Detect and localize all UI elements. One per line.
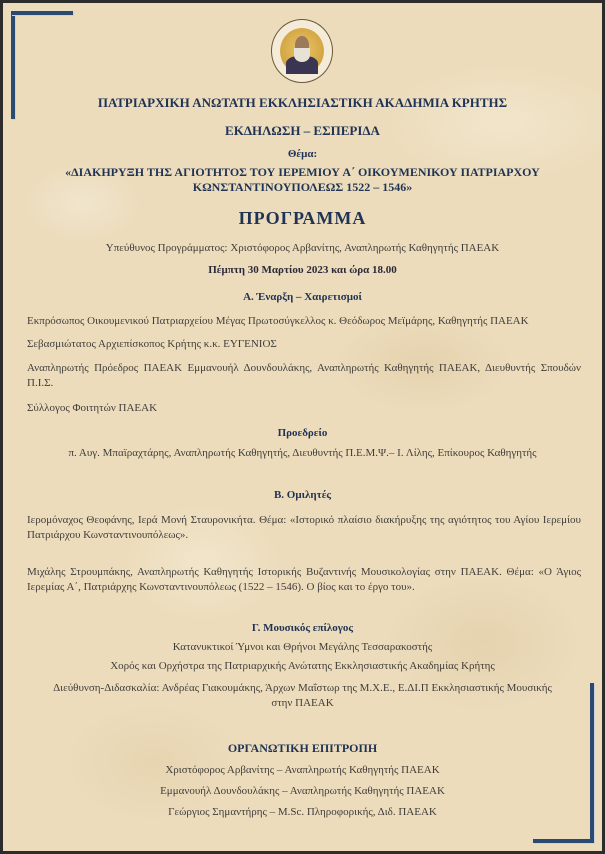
frame-corner-bottom bbox=[533, 839, 594, 843]
speaker-item: Ιερομόναχος Θεοφάνης, Ιερά Μονή Σταυρονικήτα. Θέμα: «Ιστορικό πλαίσιο διακήρυξης της αγιότητος του Αγίου Ιερεμίου Πατριάρχου Κωνσταντινουπόλεως». bbox=[27, 514, 581, 541]
theme-line-2: ΚΩΝΣΤΑΝΤΙΝΟΥΠΟΛΕΩΣ 1522 – 1546» bbox=[192, 180, 413, 194]
academy-seal-logo bbox=[271, 19, 333, 83]
theme-line-1: «ΔΙΑΚΗΡΥΞΗ ΤΗΣ ΑΓΙΟΤΗΤΟΣ ΤΟΥ ΙΕΡΕΜΙΟΥ Α΄ ΟΙΚΟΥΜΕΝΙΚΟΥ ΠΑΤΡΙΑΡΧΟΥ bbox=[65, 165, 540, 179]
committee-member: Εμμανουήλ Δουνδουλάκης – Αναπληρωτής Καθηγητής ΠΑΕΑΚ bbox=[160, 785, 445, 797]
speaker-item: Μιχάλης Στρουμπάκης, Αναπληρωτής Καθηγητής Ιστορικής Βυζαντινής Μουσικολογίας στην ΠΑΕΑΚ. Θέμα: «Ο Άγιος Ιερεμίας Α΄, Πατριάρχης Κωνσταντινουπόλεως (1522 – 1546). Ο βίος και το έργο του». bbox=[27, 566, 581, 593]
greeting-item: Σεβασμιώτατος Αρχιεπίσκοπος Κρήτης κ.κ. ΕΥΓΕΝΙΟΣ bbox=[27, 338, 277, 350]
event-date: Πέμπτη 30 Μαρτίου 2023 και ώρα 18.00 bbox=[208, 264, 397, 276]
committee-title: ΟΡΓΑΝΩΤΙΚΗ ΕΠΙΤΡΟΠΗ bbox=[227, 741, 378, 755]
institution-title: ΠΑΤΡΙΑΡΧΙΚΗ ΑΝΩΤΑΤΗ ΕΚΚΛΗΣΙΑΣΤΙΚΗ ΑΚΑΔΗΜΙΑ ΚΡΗΤΗΣ bbox=[97, 95, 508, 110]
theme-label: Θέμα: bbox=[287, 148, 318, 160]
presidium-title: Προεδρείο bbox=[277, 427, 328, 439]
program-title: ΠΡΟΓΡΑΜΜΑ bbox=[238, 208, 367, 228]
section-b-title: Β. Ομιλητές bbox=[273, 489, 332, 501]
music-line: Διεύθυνση-Διδασκαλία: Ανδρέας Γιακουμάκης, Άρχων Μαΐστωρ της Μ.Χ.Ε., Ε.ΔΙ.Π Εκκλησιαστικής Μουσικής bbox=[53, 682, 552, 694]
music-line: Χορός και Ορχήστρα της Πατριαρχικής Ανώτατης Εκκλησιαστικής Ακαδημίας Κρήτης bbox=[110, 660, 495, 672]
greeting-item: Εκπρόσωπος Οικουμενικού Πατριαρχείου Μέγας Πρωτοσύγκελλος κ. Θεόδωρος Μεϊμάρης, Καθηγητής ΠΑΕΑΚ bbox=[27, 315, 529, 327]
event-title: ΕΚΔΗΛΩΣΗ – ΕΣΠΕΡΙΔΑ bbox=[225, 123, 380, 138]
section-a-title: Α. Έναρξη – Χαιρετισμοί bbox=[243, 291, 362, 303]
section-c-title: Γ. Μουσικός επίλογος bbox=[251, 622, 354, 634]
music-line: στην ΠΑΕΑΚ bbox=[271, 697, 334, 709]
program-document bbox=[3, 3, 602, 851]
committee-member: Γεώργιος Σημαντήρης – M.Sc. Πληροφορικής, Διδ. ΠΑΕΑΚ bbox=[168, 806, 437, 818]
committee-member: Χριστόφορος Αρβανίτης – Αναπληρωτής Καθηγητής ΠΑΕΑΚ bbox=[165, 764, 440, 776]
music-line: Κατανυκτικοί Ύμνοι και Θρήνοι Μεγάλης Τεσσαρακοστής bbox=[172, 641, 433, 653]
frame-corner-top bbox=[11, 11, 73, 15]
presidium-members: π. Αυγ. Μπαϊραχτάρης, Αναπληρωτής Καθηγητής, Διευθυντής Π.Ε.Μ.Ψ.– Ι. Λίλης, Επίκουρος Καθηγητής bbox=[68, 447, 537, 459]
greeting-item: Σύλλογος Φοιτητών ΠΑΕΑΚ bbox=[27, 402, 158, 414]
program-responsible: Υπεύθυνος Προγράμματος: Χριστόφορος Αρβανίτης, Αναπληρωτής Καθηγητής ΠΑΕΑΚ bbox=[105, 242, 500, 254]
greeting-item: Αναπληρωτής Πρόεδρος ΠΑΕΑΚ Εμμανουήλ Δουνδουλάκης, Αναπληρωτής Καθηγητής ΠΑΕΑΚ, Διευθυντής Σπουδών Π.Ι.Σ. bbox=[27, 362, 581, 389]
